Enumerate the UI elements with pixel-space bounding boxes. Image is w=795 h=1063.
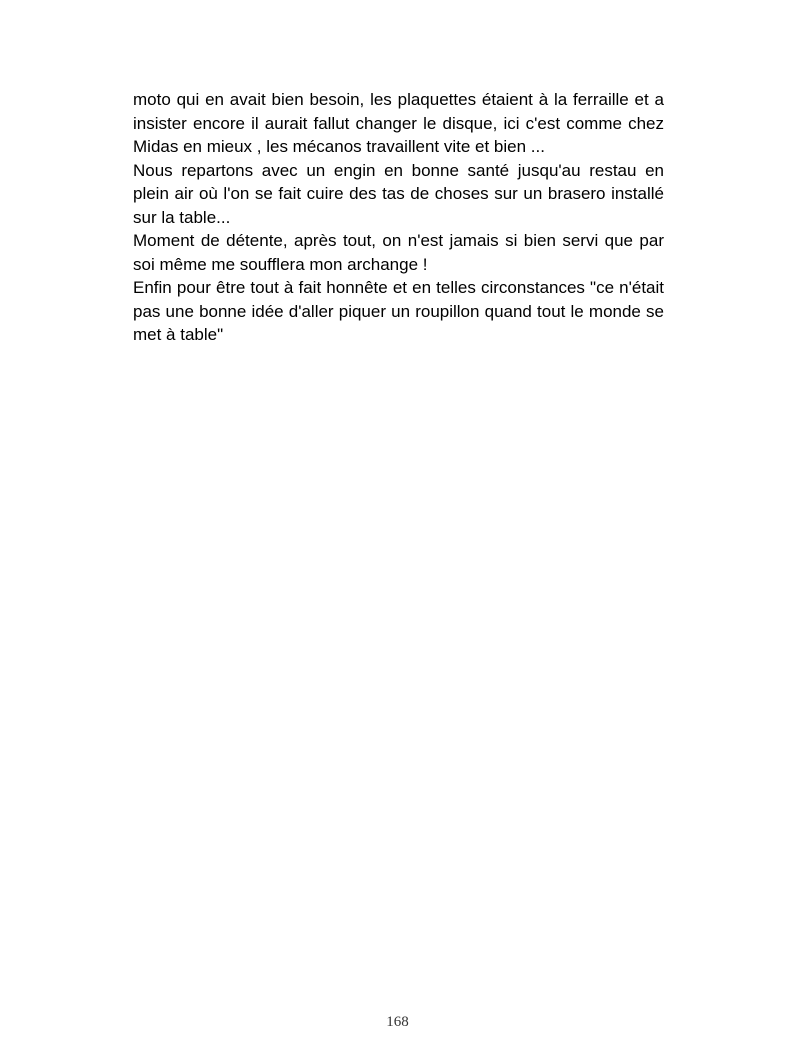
paragraph-1: moto qui en avait bien besoin, les plaquettes étaient à la ferraille et a insister encore il aurait fallut changer le disque, ici c'est comme chez Midas en mieux , les mécanos travaillent vite et bien ... — [133, 90, 664, 156]
paragraph-4: Enfin pour être tout à fait honnête et en telles circonstances "ce n'était pas une bonne idée d'aller piquer un roupillon quand tout le monde se met à table" — [133, 278, 664, 344]
paragraph-2: Nous repartons avec un engin en bonne santé jusqu'au restau en plein air où l'on se fait cuire des tas de choses sur un brasero installé sur la table... — [133, 160, 664, 227]
page-number: 168 — [386, 1014, 409, 1030]
paragraph-3: Moment de détente, après tout, on n'est jamais si bien servi que par soi même me soufflera mon archange ! — [133, 231, 664, 274]
body-text — [133, 88, 664, 347]
